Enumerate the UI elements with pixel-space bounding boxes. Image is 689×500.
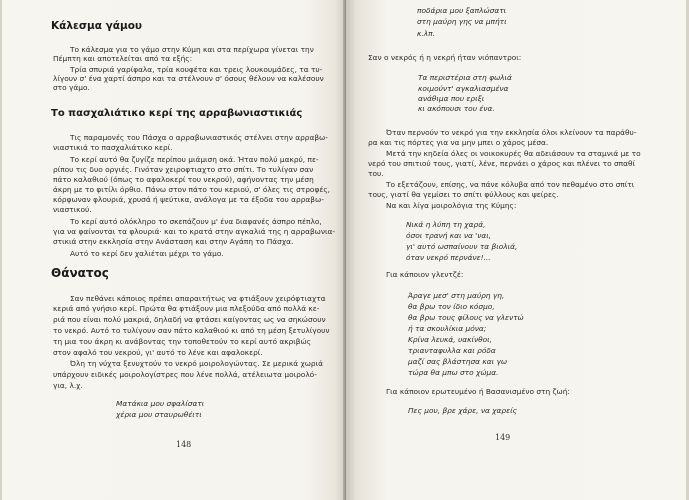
text-line: του. bbox=[368, 169, 384, 178]
text-line: για, λ.χ. bbox=[53, 381, 83, 390]
verse-line: κι ακόπουσι του ένα. bbox=[418, 104, 495, 113]
text-line: Για κάποιον ερωτευμένο ή Βασανισμένο στη ζωή: bbox=[386, 387, 570, 396]
verse-line: όσοι τρανή και να 'ναι, bbox=[406, 231, 492, 240]
page-number: 149 bbox=[495, 433, 511, 442]
text-line: το νεκρό. Αυτό το τυλίγουν σαν πάτο καλαθιού κι από τη μέση ξετυλίγουν bbox=[53, 326, 330, 335]
text-line: κεριά από γνήσιο κερί. Πρώτα θα φτιάξουν μια πλεξούδα από πολλά κε- bbox=[53, 304, 320, 313]
text-line: ρα και τις πόρτες για να μην μπει ο χάρος μέσα. bbox=[368, 138, 549, 147]
text-line: Τρία σπυριά γαρίφαλα, τρία κουφέτα και τρεις λουκουμάδες, τα τυ- bbox=[70, 65, 323, 74]
text-line: τους, γιατί θα γεμίσει το σπίτι φύλλους και ψείρες. bbox=[368, 190, 559, 199]
verse-line: κοιμούντ' αγκαλιασμένα bbox=[418, 84, 509, 93]
text-line: νιαστικού. bbox=[53, 205, 92, 214]
page-right bbox=[346, 0, 689, 500]
text-line: στικιά στην εκκλησία στην Ανάσταση και στην Αγάπη το Πάσχα. bbox=[53, 237, 294, 246]
verse-line: θα βρω τον ίδιο κόσμο, bbox=[408, 302, 495, 311]
heading-easter-candle: Το πασχαλιάτικο κερί της αρραβωνιαστικιάς bbox=[51, 108, 303, 119]
text-line: Να και λίγα μοιρολόγια της Κύμης: bbox=[386, 201, 517, 210]
text-line: Για κάποιον γλεντζέ: bbox=[386, 270, 464, 279]
text-line: Όλη τη νύχτα ξενυχτούν το νεκρό μοιρολογώντας. Σε μερικά χωριά bbox=[70, 359, 323, 368]
verse-line: μαζί σας βλάστησα και γω bbox=[408, 357, 508, 366]
verse-line: στη μαύρη γης να μπήτι bbox=[417, 17, 507, 26]
text-line: Το κάλεσμα για το γάμο στην Κύμη και στα περίχωρα γίνεται την bbox=[70, 45, 314, 54]
text-line: Όταν περνούν το νεκρό για την εκκλησία όλοι κλείνουν τα παράθυ- bbox=[386, 128, 637, 137]
text-line: λίγουν σ' ένα χαρτί άσπρο και τα στέλνουν σ' όσους θέλουν να καλέσουν bbox=[53, 74, 324, 83]
text-line: κόρφωναν φλουριά, χρυσά ή ψεύτικα, ανάλογα με τα έξοδα του αρραβω- bbox=[53, 195, 324, 204]
verse-line: Τα περιστέρια στη φωλιά bbox=[418, 73, 512, 82]
text-line: Το εξετάζουν, επίσης, να πάνε κόλυβα από τον πεθαμένο στο σπίτι bbox=[386, 180, 635, 189]
verse-line: Κρίνα λευκά, υακίνθοι, bbox=[408, 335, 492, 344]
verse-line: χέρια μου σταυρωθέιτι bbox=[116, 410, 202, 419]
text-line: Σαν ο νεκρός ή η νεκρή ήταν νιόπαντροι: bbox=[368, 53, 522, 62]
text-line: Πέμπτη και αποτελείται από τα εξής: bbox=[53, 54, 193, 63]
verse-line: τώρα θα μπω στο χώμα. bbox=[408, 368, 499, 377]
text-line: Το κερί αυτό θα ζυγίζε περίπου μιάμιση οκά. Ήταν πολύ μακρύ, πε- bbox=[70, 155, 319, 164]
verse-line: Ματάκια μου σφαλίσατι bbox=[116, 399, 205, 408]
verse-line: Πες μου, βρε χάρε, να χαρείς bbox=[408, 406, 517, 415]
verse-line: ή τα σκουλίκια μόνα; bbox=[408, 324, 487, 333]
text-line: Αυτό το κερί δεν χαλιέται μέχρι το γάμο. bbox=[70, 249, 224, 258]
text-line: στον αφαλό του νεκρού, γι' αυτό το λένε και αφαλοκερί. bbox=[53, 348, 263, 357]
verse-line: Νικά η λύπη τη χαρά, bbox=[406, 220, 486, 229]
verse-line: ανάθιμα που εριξι bbox=[418, 94, 485, 103]
text-line: υπάρχουν ειδικές μοιρολογίστρες που λένε πολλά, ατέλειωτα μοιρολό- bbox=[53, 370, 317, 379]
text-line: ριά που είναι πολύ μακριά, δηλαδή να φτάσει καίγοντας ως να σηκώσουν bbox=[53, 315, 326, 324]
verse-line: όταν νεκρό περνάνε!... bbox=[406, 253, 491, 262]
text-line: νιαστικιά το πασχαλιάτικο κερί. bbox=[53, 143, 173, 152]
verse-line: ποδάρια μου ξαπλώσατι bbox=[417, 6, 507, 15]
page-edge bbox=[0, 0, 2, 500]
text-line: Τις παραμονές του Πάσχα ο αρραβωνιαστικός στέλνει στην αρραβω- bbox=[70, 133, 328, 142]
text-line: Σαν πεθάνει κάποιος πρέπει απαραιτήτως να φτιάξουν χειρόφτιαχτα bbox=[70, 294, 326, 303]
text-line: για να φαίνονται τα φλουριά· και το κρατά στην αγκαλιά της η αρραβωνια- bbox=[53, 227, 336, 236]
text-line: πάτο καλαθιού (όπως το αφαλοκερί του νεκρού), αφήνοντας την μέση bbox=[53, 175, 314, 184]
verse-line: γι' αυτό ωσπαίνουν τα βιολιά, bbox=[406, 242, 518, 251]
text-line: άκρη με το φιτίλι όρθιο. Πάνω στον πάτο του κεριού, σ' όλες τις στροφές, bbox=[53, 185, 331, 194]
text-line: στο γάμο. bbox=[53, 83, 90, 92]
heading-wedding-invitation: Κάλεσμα γάμου bbox=[51, 20, 143, 32]
text-line: τη μια του άκρη κι ανάβοντας την τοποθετούν το κερί αυτό ακριβώς bbox=[53, 337, 312, 346]
verse-line: Άραγε μεσ' στη μαύρη γη, bbox=[408, 291, 505, 300]
verse-line: θα βρω τους φίλους να γλεντώ bbox=[408, 313, 524, 322]
verse-line: τριανταφυλλα και ρόδα bbox=[408, 346, 496, 355]
text-line: Μετά την κηδεία όλες οι νοικοκυρές θα αδειάσουν τα σταμνιά με το bbox=[386, 149, 641, 158]
text-line: νερό του σπιτιού τους, γιατί, λένε, περνάει ο χάρος και πλένει το σπαθί bbox=[368, 159, 635, 168]
heading-death: Θάνατος bbox=[51, 266, 109, 280]
verse-line: κ.λπ. bbox=[417, 29, 435, 38]
text-line: ρίπου τις δυο οργιές. Γινόταν χειροφτιαχτο στο σπίτι. Το τυλίγαν σαν bbox=[53, 165, 314, 174]
text-line: Το κερί αυτό ολόκληρο το σκεπάζουν μ' ένα διαφανές άσπρο πέπλο, bbox=[70, 217, 322, 226]
page-number: 148 bbox=[176, 440, 192, 449]
